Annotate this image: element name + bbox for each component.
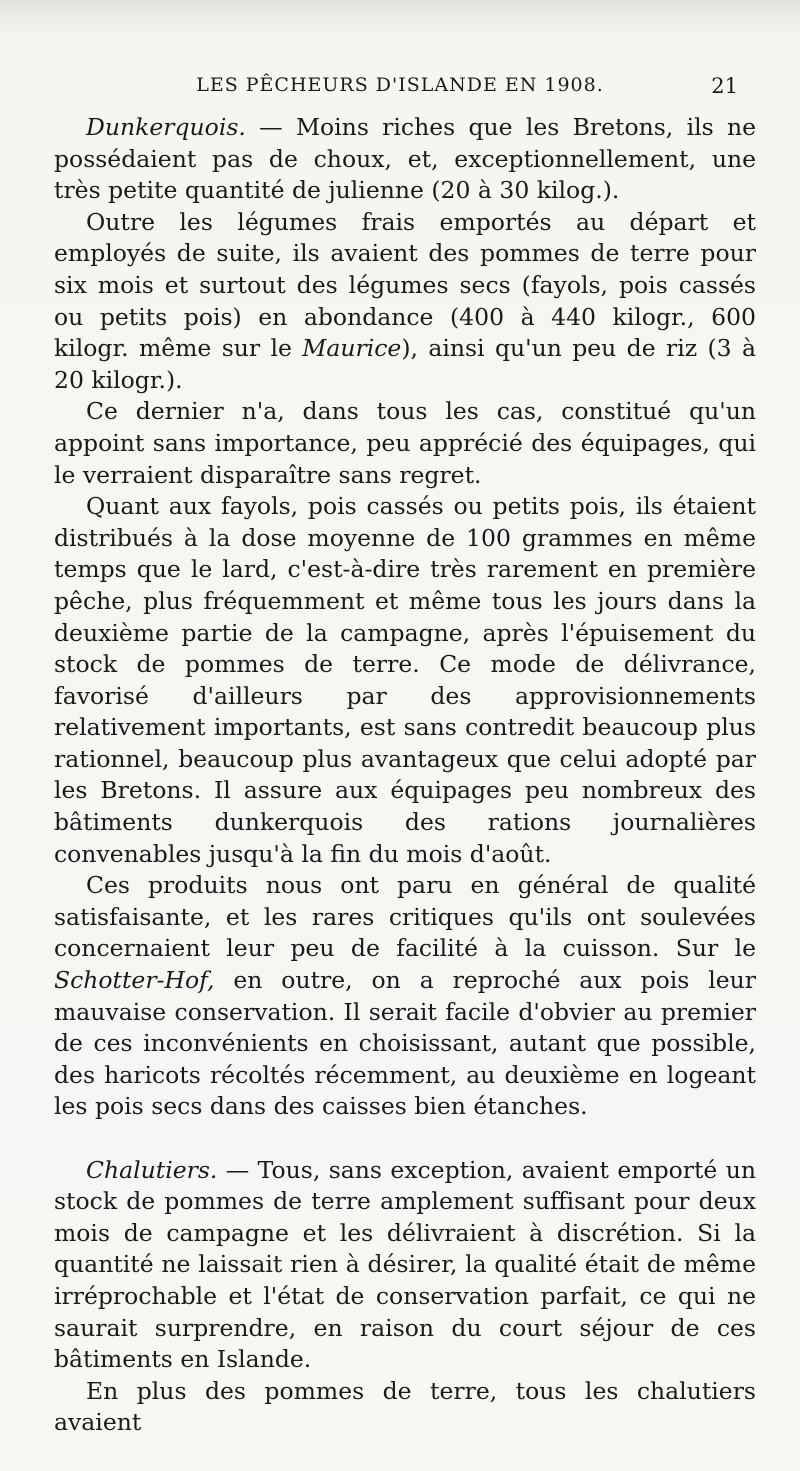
paragraph-fayols <box>54 491 756 870</box>
paragraph-text: Quant aux fayols, pois cassés ou petits pois, ils étaient distribués à la dose moyenne de 100 grammes en même temps que le lard, c'est-à-dire très rarement en première pêche, plus fréquemment et même tous les jours dans la deuxième partie de la campagne, après l'épuisement du stock de pommes de terre. Ce mode de délivrance, favorisé d'ailleurs par des approvisionnements relativement importants, est sans contredit beaucoup plus rationnel, beaucoup plus avantageux que celui adopté par les Bretons. Il assure aux équipages peu nombreux des bâtiments dunkerquois des rations journalières convenables jusqu'à la fin du mois d'août. <box>54 492 756 868</box>
section-lead-dunkerquois: Dunkerquois. <box>86 113 246 141</box>
paragraph-riz <box>54 396 756 491</box>
ship-name-schotter-hof: Schotter-Hof, <box>54 966 215 995</box>
paragraph-text: ), ainsi qu'un peu de riz (3 à 20 kilogr.). <box>54 334 756 394</box>
running-title: LES PÊCHEURS D'ISLANDE EN 1908. <box>196 74 604 96</box>
paragraph-text: En plus des pommes de terre, tous les chalutiers avaient <box>54 1376 756 1437</box>
paragraph-text: Ce dernier n'a, dans tous les cas, constitué qu'un appoint sans importance, peu apprécié des équipages, qui le verraient disparaître sans regret. <box>54 397 756 489</box>
page-header <box>0 74 800 104</box>
paragraph-chalutiers <box>54 1155 756 1376</box>
paragraph-text: en outre, on a reproché aux pois leur mauvaise conservation. Il serait facile d'obvier au premier de ces inconvénients en choisissant, autant que possible, des haricots récoltés récemment, au deuxième en logeant les pois secs dans des caisses bien étanches. <box>54 966 756 1121</box>
page-number: 21 <box>711 74 738 98</box>
paragraph-dunkerquois <box>54 112 756 207</box>
paragraph-produits <box>54 870 756 1123</box>
page-body <box>54 112 756 1439</box>
paragraph-legumes <box>54 207 756 397</box>
paragraph-text: Outre les légumes frais emportés au départ et employés de suite, ils avaient des pommes de terre pour six mois et surtout des légumes secs (fayols, pois cassés ou petits pois) en abondance (400 à 440 kilogr., 600 kilogr. même sur le <box>54 207 756 363</box>
paragraph-text: — Tous, sans exception, avaient emporté un stock de pommes de terre amplement suffisant pour deux mois de campagne et les délivraient à discrétion. Si la quantité ne laissait rien à désirer, la qualité était de même irréprochable et l'état de conservation parfait, ce qui ne saurait surprendre, en raison du court séjour de ces bâtiments en Islande. <box>54 1155 756 1374</box>
paragraph-text: Ces produits nous ont paru en général de qualité satisfaisante, et les rares critiques qu'ils ont soulevées concernaient leur peu de facilité à la cuisson. Sur le <box>54 871 756 963</box>
paragraph-text: — Moins riches que les Bretons, ils ne possédaient pas de choux, et, exceptionnellement, une très petite quantité de julienne (20 à 30 kilog.). <box>54 113 756 205</box>
section-lead-chalutiers: Chalutiers. <box>86 1155 218 1184</box>
paragraph-en-plus <box>54 1376 756 1439</box>
ship-name-maurice: Maurice <box>302 334 402 363</box>
